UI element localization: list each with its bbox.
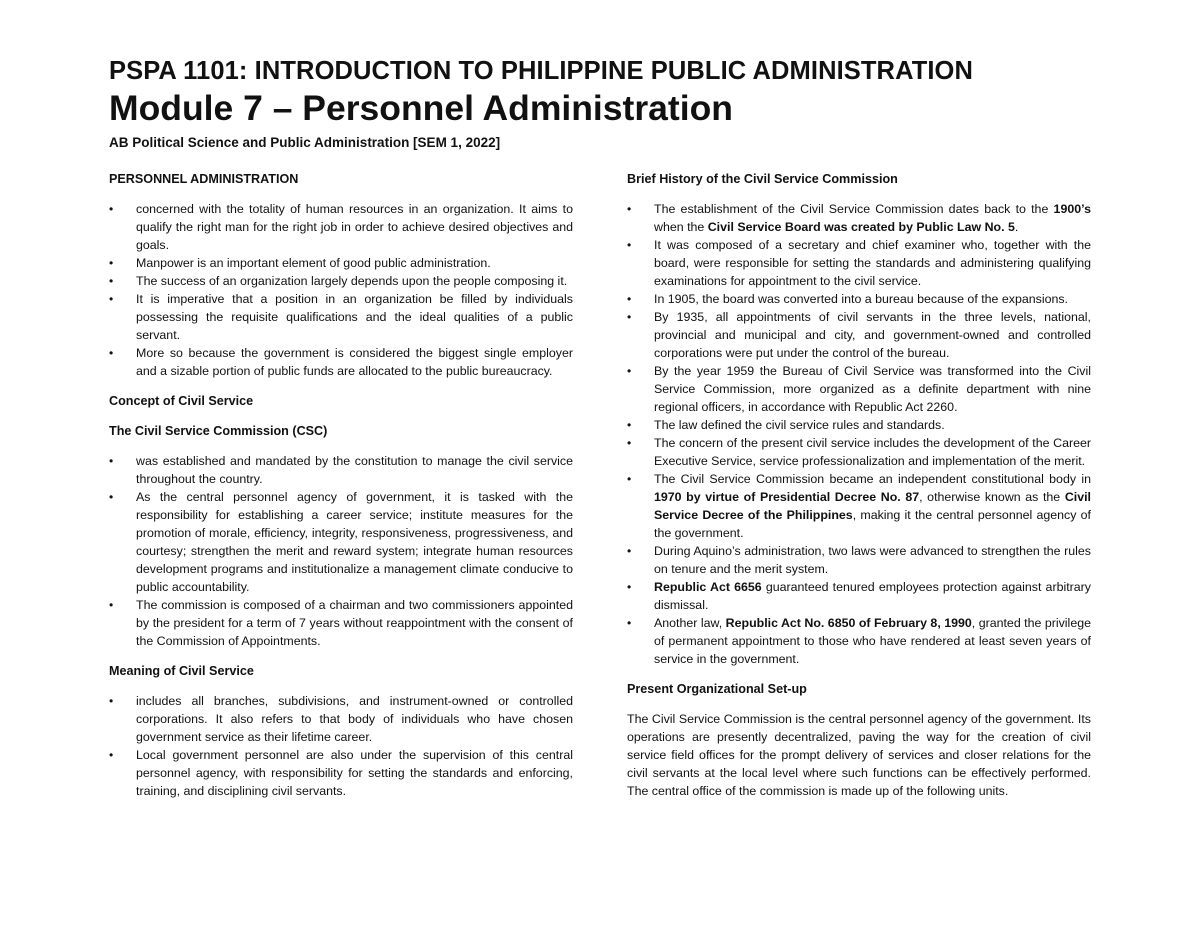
present-setup-heading: Present Organizational Set-up [627,682,807,696]
list-item: • It was composed of a secretary and chief examiner who, together with the board, were responsible for setting the standards and administering qualifying examinations for appointment to the civil service. [627,236,1091,290]
text: guaranteed tenured employees protection against arbitrary dismissal. [654,580,1092,612]
list-item [627,200,1091,236]
history-list [627,200,1091,668]
left-column [109,170,573,812]
list-item [627,614,1091,668]
personnel-list [109,200,573,380]
list-item: • The success of an organization largely depends upon the people composing it. [109,272,573,290]
text: . [1014,220,1019,234]
list-item: • By the year 1959 the Bureau of Civil Service was transformed into the Civil Service Commission, more organized as a definite department with nine regional officers, in accordance with Republic Act 2260. [627,362,1091,416]
bold-text: Republic Act No. 6850 of February 8, 1990 [725,616,972,630]
text: when the [654,220,708,234]
list-item: • Local government personnel are also under the supervision of this central personnel agency, with responsibility for setting the standards and enforcing, training, and disciplining civil servants. [109,746,573,800]
list-item: • was established and mandated by the constitution to manage the civil service throughout the country. [109,452,573,488]
bold-text: Civil Service Board was created by Public Law No. 5 [707,220,1015,234]
text: The Civil Service Commission became an independent constitutional body in [654,472,1091,486]
personnel-administration-heading: PERSONNEL ADMINISTRATION [109,172,299,186]
concept-heading: Concept of Civil Service [109,394,254,408]
list-item: • The concern of the present civil service includes the development of the Career Executive Service, service professionalization and implementation of the merit. [627,434,1091,470]
list-item: • More so because the government is considered the biggest single employer and a sizable portion of public funds are allocated to the public bureaucracy. [109,344,573,380]
meaning-list [109,692,573,800]
text: The establishment of the Civil Service Commission dates back to the [654,202,1054,216]
module-title: Module 7 – Personnel Administration [109,88,733,128]
text: Another law, [654,616,726,630]
bold-text: Civil Service Decree of the Philippines [654,490,1091,522]
meaning-heading: Meaning of Civil Service [109,664,254,678]
text: , otherwise known as the [919,490,1065,504]
list-item [627,578,1091,614]
list-item: • In 1905, the board was converted into a bureau because of the expansions. [627,290,1091,308]
list-item [627,470,1091,542]
program-line: AB Political Science and Public Administration [SEM 1, 2022] [109,135,501,150]
present-setup-paragraph: The Civil Service Commission is the central personnel agency of the government. Its operations are presently decentralized, paving the way for the creation of civil service field offices for the prompt delivery of services and closer relations for the civil servants at the local level where such functions can be effectively performed. The central office of the commission is made up of the following units. [627,712,1091,798]
list-item: • includes all branches, subdivisions, and instrument-owned or controlled corporations. It also refers to that body of individuals who have chosen government service as their lifetime career. [109,692,573,746]
history-heading: Brief History of the Civil Service Commission [627,172,898,186]
list-item: • Manpower is an important element of good public administration. [109,254,573,272]
list-item: • By 1935, all appointments of civil servants in the three levels, national, provincial and municipal and city, and government-owned and controlled corporations were put under the control of the bureau. [627,308,1091,362]
csc-heading: The Civil Service Commission (CSC) [109,424,328,438]
right-column [627,170,1091,800]
list-item: • concerned with the totality of human resources in an organization. It aims to qualify the right man for the right job in order to achieve desired objectives and goals. [109,200,573,254]
text: , granted the privilege of permanent appointment to those who have rendered at least seven years of service in the government. [654,616,1091,666]
list-item: • The law defined the civil service rules and standards. [627,416,1091,434]
course-title: PSPA 1101: INTRODUCTION TO PHILIPPINE PUBLIC ADMINISTRATION [109,57,974,85]
bold-text: Republic Act 6656 [654,580,762,594]
list-item: • During Aquino’s administration, two laws were advanced to strengthen the rules on tenure and the merit system. [627,542,1091,578]
bold-text: 1970 by virtue of Presidential Decree No. 87 [654,490,920,504]
list-item: • It is imperative that a position in an organization be filled by individuals possessing the requisite qualifications and the ideal qualities of a public servant. [109,290,573,344]
bold-text: 1900’s [1053,202,1091,216]
list-item: • As the central personnel agency of government, it is tasked with the responsibility for establishing a career service; institute measures for the promotion of morale, efficiency, integrity, responsiveness, progressiveness, and courtesy; strengthen the merit and reward system; integrate human resources development programs and institutionalize a management climate conducive to public accountability. [109,488,573,596]
csc-list [109,452,573,650]
text: , making it the central personnel agency of the government. [654,508,1091,540]
list-item: • The commission is composed of a chairman and two commissioners appointed by the president for a term of 7 years without reappointment with the consent of the Commission of Appointments. [109,596,573,650]
